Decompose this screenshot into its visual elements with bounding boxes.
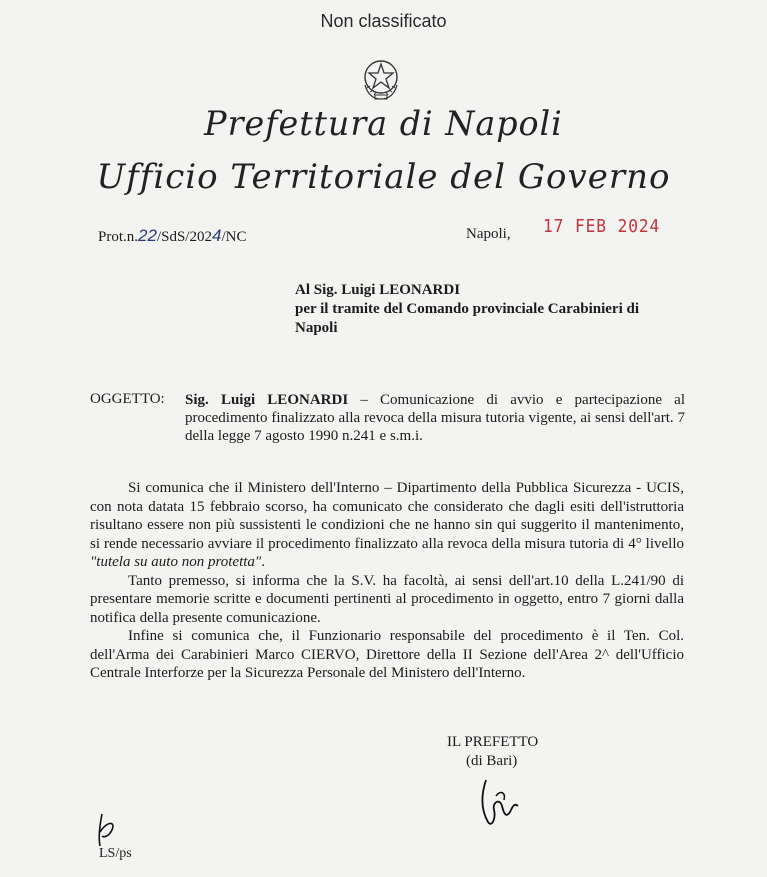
- body-paragraph-1-end: .: [261, 554, 265, 570]
- addressee-line-1: Al Sig. Luigi LEONARDI: [295, 282, 461, 298]
- body-paragraph-1-quote: "tutela su auto non protetta": [90, 554, 262, 570]
- date-stamp: 17 FEB 2024: [543, 216, 661, 237]
- protocol-handwritten-number: 22: [138, 226, 157, 245]
- signature-title: IL PREFETTO: [447, 734, 539, 750]
- addressee-line-3: Napoli: [295, 320, 338, 336]
- emblem-icon: [359, 55, 403, 103]
- place-label: Napoli,: [466, 226, 511, 242]
- subject-name: Sig. Luigi LEONARDI: [185, 392, 349, 408]
- body-paragraph-2: Tanto premesso, si informa che la S.V. ha facoltà, ai sensi dell'art.10 della L.241/90 di presentare memorie scritte e documenti pertinenti al procedimento in oggetto, entro 7 giorni dalla notifica della presente comunicazione.: [90, 572, 684, 626]
- protocol-year-digit: 4: [211, 226, 222, 245]
- signature-name: (di Bari): [466, 753, 518, 769]
- subject-text: [185, 391, 685, 445]
- classification-label: Non classificato: [320, 11, 447, 31]
- protocol-middle: /SdS/202: [156, 229, 212, 245]
- body-paragraph-1-text: Si comunica che il Ministero dell'Interno – Dipartimento della Pubblica Sicurezza - UCIS, con nota datata 15 febbraio scorso, ha comunicato che considerato che dagli esiti dell'istruttoria risultano essere non più sussistenti le condizioni che ne hanno sin qui suggerito il mantenimento, si rende necessario avviare il procedimento finalizzato alla revoca della misura tutoria di 4° livello: [90, 480, 684, 552]
- handwritten-initials: [94, 812, 124, 848]
- body-paragraph-1: [90, 479, 684, 572]
- protocol-number: [98, 226, 246, 246]
- reference-initials: LS/ps: [99, 846, 132, 861]
- handwritten-signature: [466, 772, 526, 832]
- body-paragraph-3: Infine si comunica che, il Funzionario responsabile del procedimento è il Ten. Col. dell'Arma dei Carabinieri Marco CIERVO, Direttore della II Sezione dell'Area 2^ dell'Ufficio Centrale Interforze per la Sicurezza Personale del Ministero dell'Interno.: [90, 628, 684, 681]
- subject-description: – Comunicazione di avvio e partecipazione al procedimento finalizzato alla revoca della misura tutoria vigente, ai sensi dell'art. 7 della legge 7 agosto 1990 n.241 e s.m.i.: [185, 392, 685, 444]
- protocol-suffix: /NC: [221, 229, 247, 245]
- letter-body: [90, 479, 684, 683]
- protocol-prefix: Prot.n.: [98, 229, 139, 245]
- header-prefettura: Prefettura di Napoli: [204, 104, 563, 144]
- addressee-block: [295, 281, 685, 338]
- addressee-line-2: per il tramite del Comando provinciale Carabinieri di: [295, 301, 640, 317]
- header-ufficio: Ufficio Territoriale del Governo: [96, 157, 671, 197]
- subject-label: OGGETTO:: [90, 391, 165, 407]
